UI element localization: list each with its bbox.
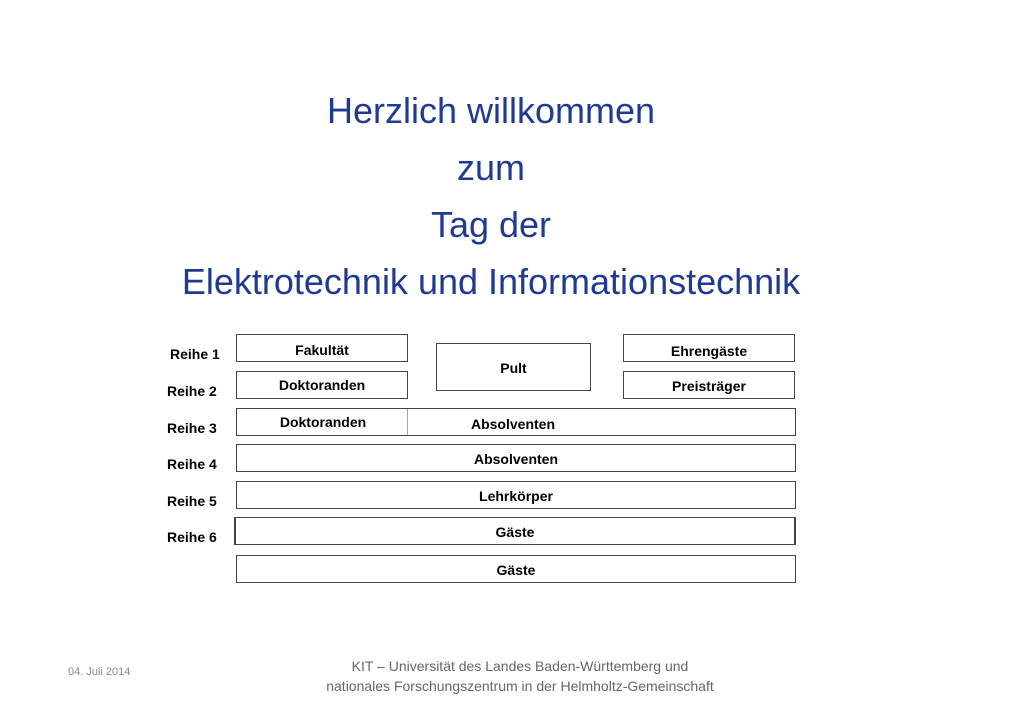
box-absolventen-r4 [236, 444, 796, 472]
row-label-4: Reihe 4 [167, 456, 217, 472]
box-pult-label: Pult [500, 360, 527, 376]
row3-divider [407, 409, 408, 435]
box-preistraeger [623, 371, 795, 399]
box-gaeste-extra [236, 555, 796, 583]
box-fakultaet-label: Fakultät [295, 342, 349, 358]
page-title [0, 82, 982, 310]
row-label-1: Reihe 1 [170, 346, 220, 362]
box-gaeste-r6-label: Gäste [495, 524, 535, 540]
title-line-1: Herzlich willkommen [326, 90, 656, 131]
footer-line-2: nationales Forschungszentrum in der Helmholtz-Gemeinschaft [326, 678, 714, 694]
box-pult [436, 343, 591, 391]
box-absolventen-r3-label: Absolventen [470, 416, 555, 432]
row-label-2: Reihe 2 [167, 383, 217, 399]
footer-institution [300, 656, 740, 696]
box-absolventen-r4-label: Absolventen [473, 451, 558, 467]
box-fakultaet [236, 334, 408, 362]
title-line-3: Tag der [430, 204, 552, 245]
box-doktoranden-r2 [236, 371, 408, 399]
row-label-5: Reihe 5 [167, 493, 217, 509]
title-line-4: Elektrotechnik und Informationstechnik [181, 261, 801, 302]
box-doktoranden-r3-label: Doktoranden [279, 414, 367, 430]
box-ehrengaeste [623, 334, 795, 362]
row-label-6: Reihe 6 [167, 529, 217, 545]
footer-line-1: KIT – Universität des Landes Baden-Württemberg und [351, 658, 689, 674]
box-preistraeger-label: Preisträger [672, 378, 746, 394]
title-line-2: zum [456, 147, 525, 188]
box-lehrkoerper [236, 481, 796, 509]
footer-date: 04. Juli 2014 [68, 666, 131, 678]
box-gaeste-extra-label: Gäste [496, 562, 536, 578]
box-row3 [236, 408, 796, 436]
box-lehrkoerper-label: Lehrkörper [479, 488, 553, 504]
box-ehrengaeste-label: Ehrengäste [670, 343, 748, 359]
row-label-3: Reihe 3 [167, 420, 217, 436]
box-doktoranden-r2-label: Doktoranden [278, 377, 366, 393]
box-gaeste-r6 [234, 517, 796, 545]
